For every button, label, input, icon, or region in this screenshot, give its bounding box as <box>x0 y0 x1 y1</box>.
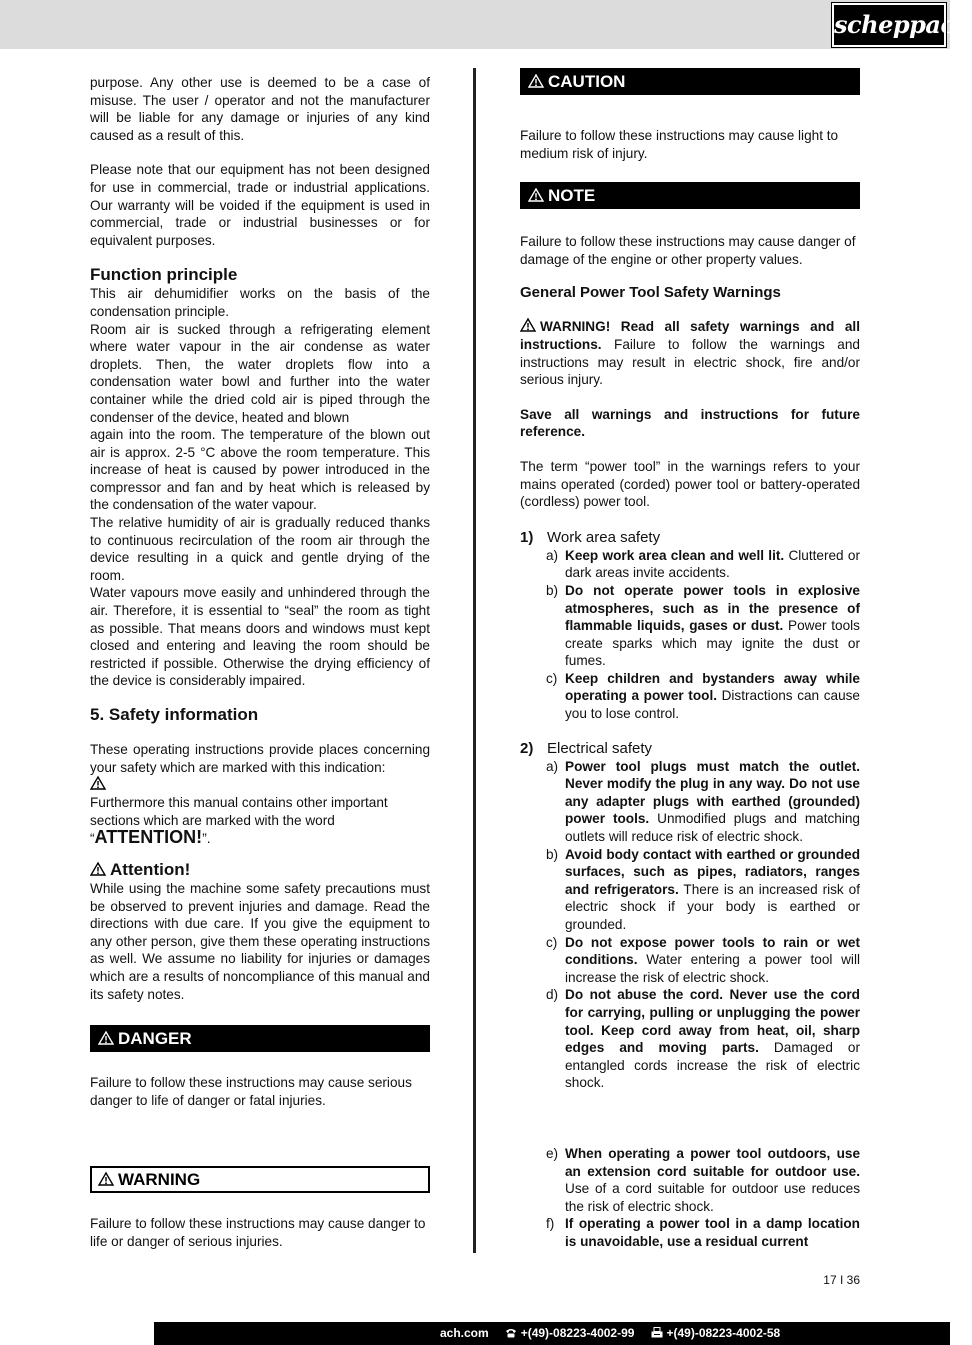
paragraph <box>520 318 860 388</box>
attention-heading-text: Attention! <box>110 859 191 879</box>
paragraph: The relative humidity of air is gradually reduced thanks to continuous recirculation of the room air through the device resulting in a quick and gentle drying of the room. <box>90 515 430 583</box>
caution-banner <box>520 68 860 95</box>
right-column <box>520 68 860 1092</box>
list-item-bold-text: Keep children and bystanders away while operating a power tool. <box>565 670 860 704</box>
footer-contact <box>440 1322 780 1345</box>
section-title: Electrical safety <box>547 739 653 757</box>
footer-fax: +(49)-08223-4002-58 <box>666 1326 781 1340</box>
paragraph: Room air is sucked through a refrigerating element where water vapour in the air condense as water droplets. Then, the water droplets flow into a condensation water bowl and further into the water container while the dried cold air is piped through the condenser of the device, heated and blown <box>90 321 430 425</box>
section-heading <box>520 740 860 758</box>
list-item-label: a) <box>546 758 559 774</box>
list-item-text: Use of a cord suitable for outdoor use reduces the risk of electric shock. <box>565 1181 860 1214</box>
list-item-bold-text: Avoid body contact with earthed or grounded surfaces, such as pipes, radiators, ranges and refrigerators. <box>565 846 860 897</box>
list-item <box>520 846 860 934</box>
footer-phone: +(49)-08223-4002-99 <box>520 1326 635 1340</box>
paragraph: Please note that our equipment has not been designed for use in commercial, trade or industrial applications. Our warranty will be voided if the equipment is used in commercial, trade or industrial businesses or for equivalent purposes. <box>90 162 430 248</box>
paragraph: Failure to follow these instructions may cause danger of damage of the engine or other property values. <box>520 234 856 267</box>
list-item-text: Damaged or entangled cords increase the risk of electric shock. <box>565 1040 860 1091</box>
electrical-list <box>520 758 860 1092</box>
warning-bold-text: WARNING! Read all safety warnings and all instructions. <box>520 319 860 352</box>
paragraph: Water vapours move easily and unhindered through the air. Therefore, it is essential to “seal” the room as tight as possible. That means doors and windows must kept closed and entering and leaving the room should be restricted if possible. Otherwise the drying efficiency of the device is considerably impaired. <box>90 585 430 689</box>
list-item-bold-text: Do not expose power tools to rain or wet conditions. <box>565 934 860 968</box>
attention-heading <box>90 860 430 880</box>
phone-icon <box>505 1328 517 1338</box>
electrical-list-continued <box>520 1145 860 1251</box>
section-title: Work area safety <box>547 528 661 546</box>
list-item-label: a) <box>546 547 559 563</box>
warning-triangle-icon <box>98 1172 114 1186</box>
warning-triangle-icon <box>90 776 430 794</box>
header-bar <box>0 0 972 49</box>
footer-block <box>0 1322 154 1345</box>
list-item <box>520 582 860 670</box>
warning-label: WARNING <box>118 1170 201 1189</box>
paragraph: purpose. Any other use is deemed to be a case of misuse. The user / operator and not the manufacturer will be liable for any damage or injuries of any kind caused as a result of this. <box>90 75 430 143</box>
warning-triangle-icon <box>98 1031 114 1045</box>
quote-mark: “ <box>90 831 95 847</box>
paragraph: again into the room. The temperature of the blown out air is approx. 2-5 °C above the room temperature. This increase of heat is caused by power introduced in the compressor and fan and by heat which is released by the condensation of the water vapour. <box>90 427 430 513</box>
list-item <box>520 934 860 987</box>
list-item-bold-text: When operating a power tool outdoors, use an extension cord suitable for outdoor use. <box>565 1146 860 1179</box>
list-item <box>520 670 860 723</box>
column-divider <box>473 68 476 1253</box>
warning-triangle-icon <box>528 188 544 202</box>
list-item-label: b) <box>546 582 559 598</box>
paragraph: While using the machine some safety precautions must be observed to prevent injuries and damage. Read the directions with due care. If you give the equipment to any other person, give them these operating instructions as well. We assume no liability for injuries or damages which are a results of noncompliance of this manual and its safety notes. <box>90 880 430 1002</box>
warning-triangle-icon <box>90 862 106 876</box>
function-heading: Function principle <box>90 265 238 285</box>
warning-banner <box>90 1166 430 1193</box>
list-item-label: b) <box>546 846 559 862</box>
danger-banner <box>90 1025 430 1052</box>
page-number: 17 I 36 <box>823 1273 860 1287</box>
list-item-bold-text: Power tool plugs must match the outlet. Never modify the plug in any way. Do not use any adapter plugs with earthed (grounded) power tools. <box>565 758 860 827</box>
list-item <box>520 547 860 582</box>
warning-triangle-icon <box>520 318 536 332</box>
list-item-bold-text: Do not abuse the cord. Never use the cord for carrying, pulling or unplugging the power tool. Keep cord away from heat, oil, sharp edges and moving parts. <box>565 987 860 1056</box>
paragraph: The term “power tool” in the warnings refers to your mains operated (corded) power tool or battery-operated (cordless) power tool. <box>520 458 860 510</box>
list-item-text: There is an increased risk of electric shock if your body is earthed or grounded. <box>565 881 860 932</box>
section-number: 2) <box>520 739 534 757</box>
list-item-text: Water entering a power tool will increase the risk of electric shock. <box>565 952 860 985</box>
warning-triangle-icon <box>528 74 544 88</box>
work-area-list <box>520 547 860 723</box>
list-item-label: d) <box>546 987 559 1003</box>
list-item-label: e) <box>546 1146 559 1161</box>
list-item-bold-text: If operating a power tool in a damp location is unavoidable, use a residual current <box>565 1216 860 1249</box>
list-item-text: Distractions can cause you to lose control. <box>565 688 860 722</box>
list-item-label: f) <box>546 1216 555 1232</box>
list-item-bold-text: Do not operate power tools in explosive atmospheres, such as in the presence of flammable liquids, gases or dust. <box>565 582 860 634</box>
list-item <box>520 758 860 846</box>
danger-label: DANGER <box>118 1029 192 1048</box>
paragraph: These operating instructions provide places concerning your safety which are marked with this indication: <box>90 742 430 775</box>
brand-logo: scheppach <box>832 3 946 47</box>
danger-block <box>90 1025 430 1109</box>
list-item <box>520 1145 860 1215</box>
general-warnings-heading: General Power Tool Safety Warnings <box>520 284 781 302</box>
section-number: 1) <box>520 528 534 546</box>
list-item <box>520 1215 860 1250</box>
paragraph: This air dehumidifier works on the basis of the condensation principle. <box>90 286 430 319</box>
list-item <box>520 986 860 1092</box>
left-column <box>90 74 430 1003</box>
warning-block <box>90 1166 430 1250</box>
fax-icon <box>651 1327 663 1338</box>
attention-intro: Furthermore this manual contains other important sections which are marked with the word <box>90 795 388 828</box>
section-heading <box>520 529 860 547</box>
footer-website: ach.com <box>440 1326 489 1340</box>
list-item-label: c) <box>546 670 558 686</box>
list-item-bold-text: Keep work area clean and well lit. <box>565 547 785 563</box>
paragraph <box>90 794 430 848</box>
note-banner <box>520 182 860 209</box>
paragraph: Save all warnings and instructions for future reference. <box>520 406 860 440</box>
warning-rest-text: Failure to follow the warnings and instructions may result in electric shock, fire and/or serious injury. <box>520 336 860 388</box>
list-item-text: Unmodified plugs and matching outlets will reduce risk of electric shock. <box>565 811 860 845</box>
safety-heading: 5. Safety information <box>90 705 259 724</box>
right-column-continued <box>520 1145 860 1251</box>
paragraph: Failure to follow these instructions may cause danger to life or danger of serious injuries. <box>90 1216 426 1249</box>
attention-word: ATTENTION! <box>94 827 203 848</box>
quote-mark: ”. <box>202 831 211 847</box>
note-label: NOTE <box>548 186 596 206</box>
list-item-text: Cluttered or dark areas invite accidents. <box>565 547 860 581</box>
caution-label: CAUTION <box>548 72 626 91</box>
list-item-text: Power tools create sparks which may ignite the dust or fumes. <box>565 618 860 669</box>
paragraph: Failure to follow these instructions may cause serious danger to life of danger or fatal injuries. <box>90 1075 412 1108</box>
footer-bar <box>0 1322 950 1345</box>
list-item-label: c) <box>546 934 558 950</box>
paragraph: Failure to follow these instructions may cause light to medium risk of injury. <box>520 128 839 161</box>
